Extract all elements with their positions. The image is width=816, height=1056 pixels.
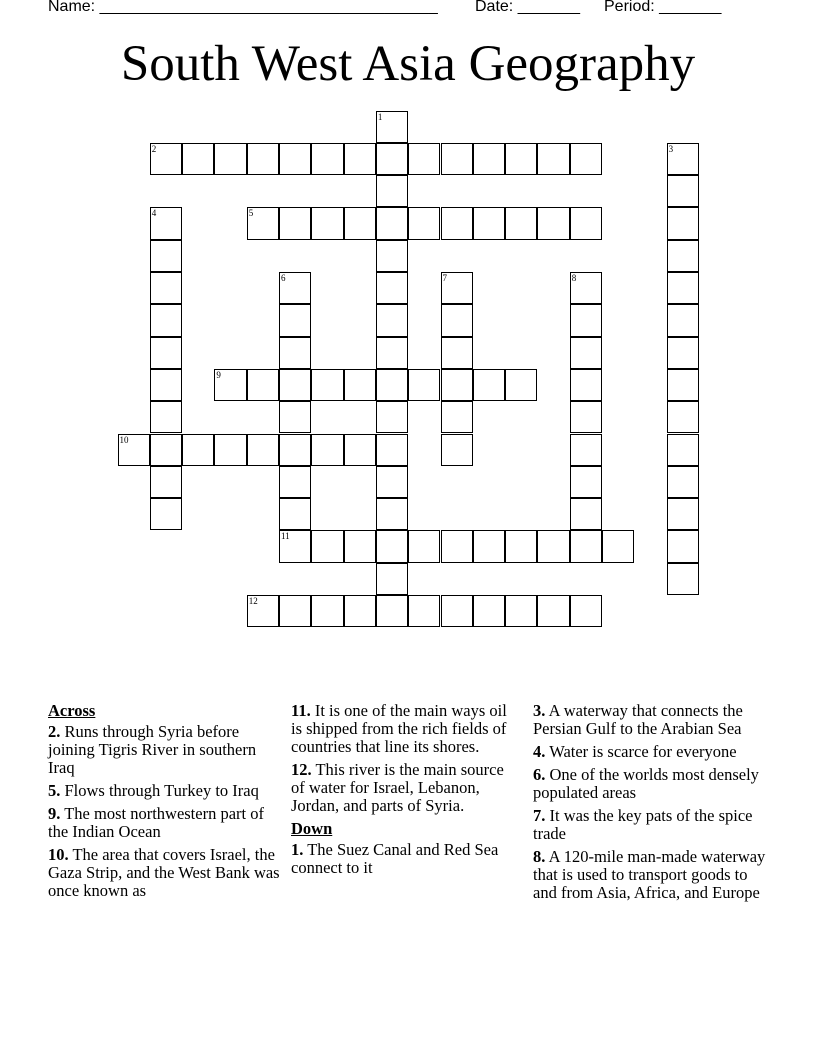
grid-cell[interactable] [279,143,311,175]
puzzle-title: South West Asia Geography [120,36,696,92]
grid-cell[interactable] [376,337,408,369]
grid-cell[interactable] [376,498,408,530]
grid-cell[interactable] [311,530,343,562]
grid-cell[interactable] [376,401,408,433]
clue-across-10: 10. The area that covers Israel, the Gaza Strip, and the West Bank was once known as [48,845,280,900]
clue-across-5: 5. Flows through Turkey to Iraq [48,781,259,800]
grid-cell[interactable] [537,530,569,562]
clue-down-7: 7. It was the key pats of the spice trade [533,806,753,843]
grid-cell[interactable] [279,207,311,239]
grid-cell[interactable] [441,401,473,433]
grid-cell[interactable] [214,143,246,175]
grid-cell[interactable] [279,337,311,369]
grid-cell[interactable] [667,304,699,336]
grid-cell[interactable] [570,337,602,369]
grid-cell[interactable] [247,434,279,466]
grid-cell[interactable] [279,401,311,433]
clue-number-label: 10 [119,434,129,445]
grid-cell[interactable] [344,434,376,466]
grid-cell[interactable] [537,595,569,627]
grid-cell[interactable] [150,434,182,466]
grid-cell[interactable] [667,530,699,562]
name-field[interactable]: Name: ______________________________________ [48,0,438,15]
grid-cell[interactable] [667,175,699,207]
clue-across-2: 2. Runs through Syria before joining Tigris River in southern Iraq [48,722,257,777]
grid-cell[interactable] [441,304,473,336]
grid-cell[interactable] [376,240,408,272]
grid-cell[interactable] [570,434,602,466]
grid-cell[interactable] [311,369,343,401]
grid-cell[interactable] [376,595,408,627]
grid-cell[interactable] [570,498,602,530]
clue-across-9: 9. The most northwestern part of the Indian Ocean [48,804,264,841]
grid-cell[interactable] [473,595,505,627]
clue-number-label: 12 [248,596,258,606]
down-heading: Down [291,819,333,838]
grid-cell[interactable] [667,369,699,401]
clue-number-label: 5 [248,208,254,219]
clue-number-label: 7 [442,273,447,283]
grid-cell[interactable] [505,595,537,627]
grid-cell[interactable] [279,595,311,627]
grid-cell[interactable] [376,434,408,466]
date-field[interactable]: Date: _______ [475,0,580,15]
grid-cell[interactable] [150,240,182,272]
grid-cell[interactable] [214,434,246,466]
grid-cell[interactable] [344,207,376,239]
grid-cell[interactable] [570,466,602,498]
grid-cell[interactable] [182,434,214,466]
clue-number-label: 2 [151,143,157,154]
grid-cell[interactable] [376,207,408,239]
clue-number-label: 6 [281,273,286,283]
grid-cell[interactable] [247,369,279,401]
grid-cell[interactable] [537,143,569,175]
grid-cell[interactable] [279,466,311,498]
grid-cell[interactable] [376,272,408,304]
grid-cell[interactable] [570,304,602,336]
clue-column-1 [48,702,280,905]
grid-cell[interactable] [441,434,473,466]
grid-cell[interactable] [667,401,699,433]
grid-cell[interactable] [441,530,473,562]
grid-cell[interactable] [505,207,537,239]
grid-cell[interactable] [473,369,505,401]
clue-down-3: 3. A waterway that connects the Persian Gulf to the Arabian Sea [533,701,743,738]
grid-cell[interactable] [311,207,343,239]
grid-cell[interactable] [150,369,182,401]
grid-cell[interactable] [473,530,505,562]
grid-cell[interactable] [311,434,343,466]
grid-cell[interactable] [473,207,505,239]
grid-cell[interactable] [667,498,699,530]
grid-cell[interactable] [570,401,602,433]
grid-cell[interactable] [505,369,537,401]
grid-cell[interactable] [150,498,182,530]
clue-down-1: 1. The Suez Canal and Red Sea connect to it [291,840,499,877]
grid-cell[interactable] [344,595,376,627]
clue-number-label: 9 [216,369,221,380]
grid-cell[interactable] [537,207,569,239]
grid-cell[interactable] [473,143,505,175]
grid-cell[interactable] [311,143,343,175]
clue-number-label: 11 [281,531,290,542]
clue-number-label: 3 [668,143,674,154]
clue-down-8: 8. A 120-mile man-made waterway that is used to transport goods to and from Asia, Africa, and Europe [533,847,766,902]
grid-cell[interactable] [408,595,440,627]
clue-down-6: 6. One of the worlds most densely populated areas [533,765,759,802]
grid-cell[interactable] [667,337,699,369]
clue-column-3 [533,702,769,907]
grid-cell[interactable] [150,401,182,433]
grid-cell[interactable] [150,272,182,304]
clue-across-12: 12. This river is the main source of water for Israel, Lebanon, Jordan, and parts of Syria. [291,760,504,815]
grid-cell[interactable] [376,175,408,207]
clue-number-label: 1 [377,111,383,122]
grid-cell[interactable] [344,530,376,562]
grid-cell[interactable] [376,563,408,595]
grid-cell[interactable] [279,304,311,336]
grid-cell[interactable] [441,337,473,369]
grid-cell[interactable] [311,595,343,627]
grid-cell[interactable] [408,207,440,239]
grid-cell[interactable] [376,369,408,401]
grid-cell[interactable] [150,337,182,369]
period-field[interactable]: Period: _______ [604,0,722,15]
grid-cell[interactable] [570,143,602,175]
grid-cell[interactable] [344,369,376,401]
grid-cell[interactable] [441,595,473,627]
grid-cell[interactable] [667,434,699,466]
grid-cell[interactable] [602,530,634,562]
grid-cell[interactable] [344,143,376,175]
grid-cell[interactable] [408,143,440,175]
grid-cell[interactable] [570,530,602,562]
grid-cell[interactable] [667,240,699,272]
grid-cell[interactable] [408,369,440,401]
clue-column-2 [291,702,517,882]
grid-cell[interactable] [408,530,440,562]
grid-cell[interactable] [570,369,602,401]
clue-number-label: 4 [151,208,157,219]
clue-across-11: 11. It is one of the main ways oil is shipped from the rich fields of countries that line its shores. [291,701,507,756]
clue-down-4: 4. Water is scarce for everyone [533,742,737,761]
grid-cell[interactable] [441,369,473,401]
grid-cell[interactable] [376,530,408,562]
grid-cell[interactable] [279,434,311,466]
grid-cell[interactable] [150,304,182,336]
grid-cell[interactable] [667,563,699,595]
grid-cell[interactable] [279,369,311,401]
grid-cell[interactable] [570,207,602,239]
clue-number-label: 8 [571,273,577,283]
grid-cell[interactable] [150,466,182,498]
grid-cell[interactable] [505,530,537,562]
grid-cell[interactable] [570,595,602,627]
grid-cell[interactable] [441,207,473,239]
grid-cell[interactable] [505,143,537,175]
grid-cell[interactable] [667,207,699,239]
grid-cell[interactable] [376,466,408,498]
grid-cell[interactable] [182,143,214,175]
grid-cell[interactable] [667,466,699,498]
grid-cell[interactable] [279,498,311,530]
grid-cell[interactable] [667,272,699,304]
across-heading: Across [48,701,96,720]
grid-cell[interactable] [247,143,279,175]
grid-cell[interactable] [441,143,473,175]
grid-cell[interactable] [376,143,408,175]
grid-cell[interactable] [376,304,408,336]
